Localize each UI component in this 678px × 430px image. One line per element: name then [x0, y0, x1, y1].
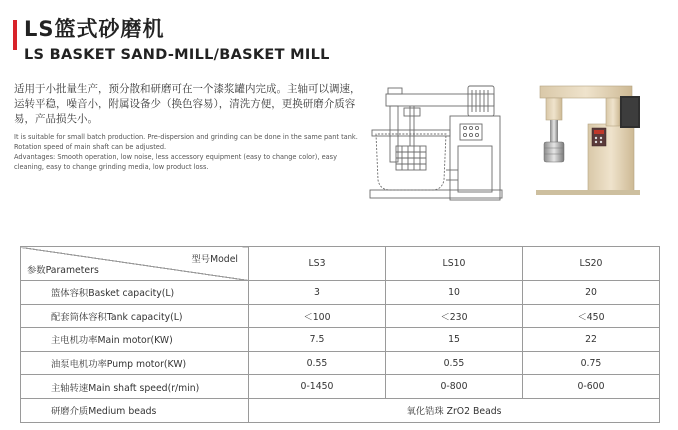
machine-photo — [536, 84, 656, 196]
model-name: LS20 — [523, 247, 660, 281]
spec-row — [21, 281, 660, 305]
spec-cell: 0-1450 — [249, 375, 386, 399]
beads-value: 氧化锆珠 ZrO2 Beads — [249, 398, 660, 422]
title-accent-bar — [13, 20, 17, 50]
page-title-en: LS BASKET SAND-MILL/BASKET MILL — [24, 47, 330, 63]
spec-cell: 0-600 — [523, 375, 660, 399]
spec-row — [21, 328, 660, 352]
description-en-line: Advantages: Smooth operation, low noise, less accessory equipment (easy to change color), easy cleaning, easy to change grinding media, low product loss. — [14, 153, 338, 171]
spec-table — [20, 246, 660, 423]
model-name: LS10 — [386, 247, 523, 281]
spec-cell: 7.5 — [249, 328, 386, 352]
spec-cell: 0.75 — [523, 351, 660, 375]
spec-cell: 20 — [523, 281, 660, 305]
spec-header-corner — [21, 247, 249, 281]
spec-cell: ＜230 — [386, 304, 523, 328]
spec-cell: ＜450 — [523, 304, 660, 328]
description-en — [14, 132, 366, 172]
spec-cell: 3 — [249, 281, 386, 305]
spec-cell: 0.55 — [386, 351, 523, 375]
beads-label: 研磨介质Medium beads — [21, 398, 249, 422]
model-name: LS3 — [249, 247, 386, 281]
page-title-cn: LS篮式砂磨机 — [24, 17, 165, 41]
spec-row-label: 主轴转速Main shaft speed(r/min) — [21, 375, 249, 399]
spec-row — [21, 375, 660, 399]
description-cn: 适用于小批量生产，预分散和研磨可在一个漆浆罐内完成。主轴可以调速，运转平稳，噪音小，附属设备少（换色容易），清洗方便，更换研磨介质容易，产品损失小。 — [14, 83, 361, 125]
parameters-label: 参数Parameters — [27, 265, 99, 276]
spec-row-label: 篮体容积Basket capacity(L) — [21, 281, 249, 305]
spec-row — [21, 351, 660, 375]
spec-cell: 0-800 — [386, 375, 523, 399]
spec-cell: 22 — [523, 328, 660, 352]
model-label: 型号Model — [191, 254, 238, 265]
spec-row — [21, 304, 660, 328]
spec-cell: 10 — [386, 281, 523, 305]
machine-line-drawing — [368, 80, 508, 204]
spec-row-label: 油泵电机功率Pump motor(KW) — [21, 351, 249, 375]
spec-row-label: 配套筒体容积Tank capacity(L) — [21, 304, 249, 328]
spec-cell: 0.55 — [249, 351, 386, 375]
description-en-line: It is suitable for small batch production. Pre-dispersion and grinding can be done in the same pant tank. Rotation speed of main shaft can be adjusted. — [14, 133, 358, 151]
spec-row-label: 主电机功率Main motor(KW) — [21, 328, 249, 352]
spec-header-row — [21, 247, 660, 281]
spec-cell: ＜100 — [249, 304, 386, 328]
spec-cell: 15 — [386, 328, 523, 352]
spec-row — [21, 398, 660, 422]
